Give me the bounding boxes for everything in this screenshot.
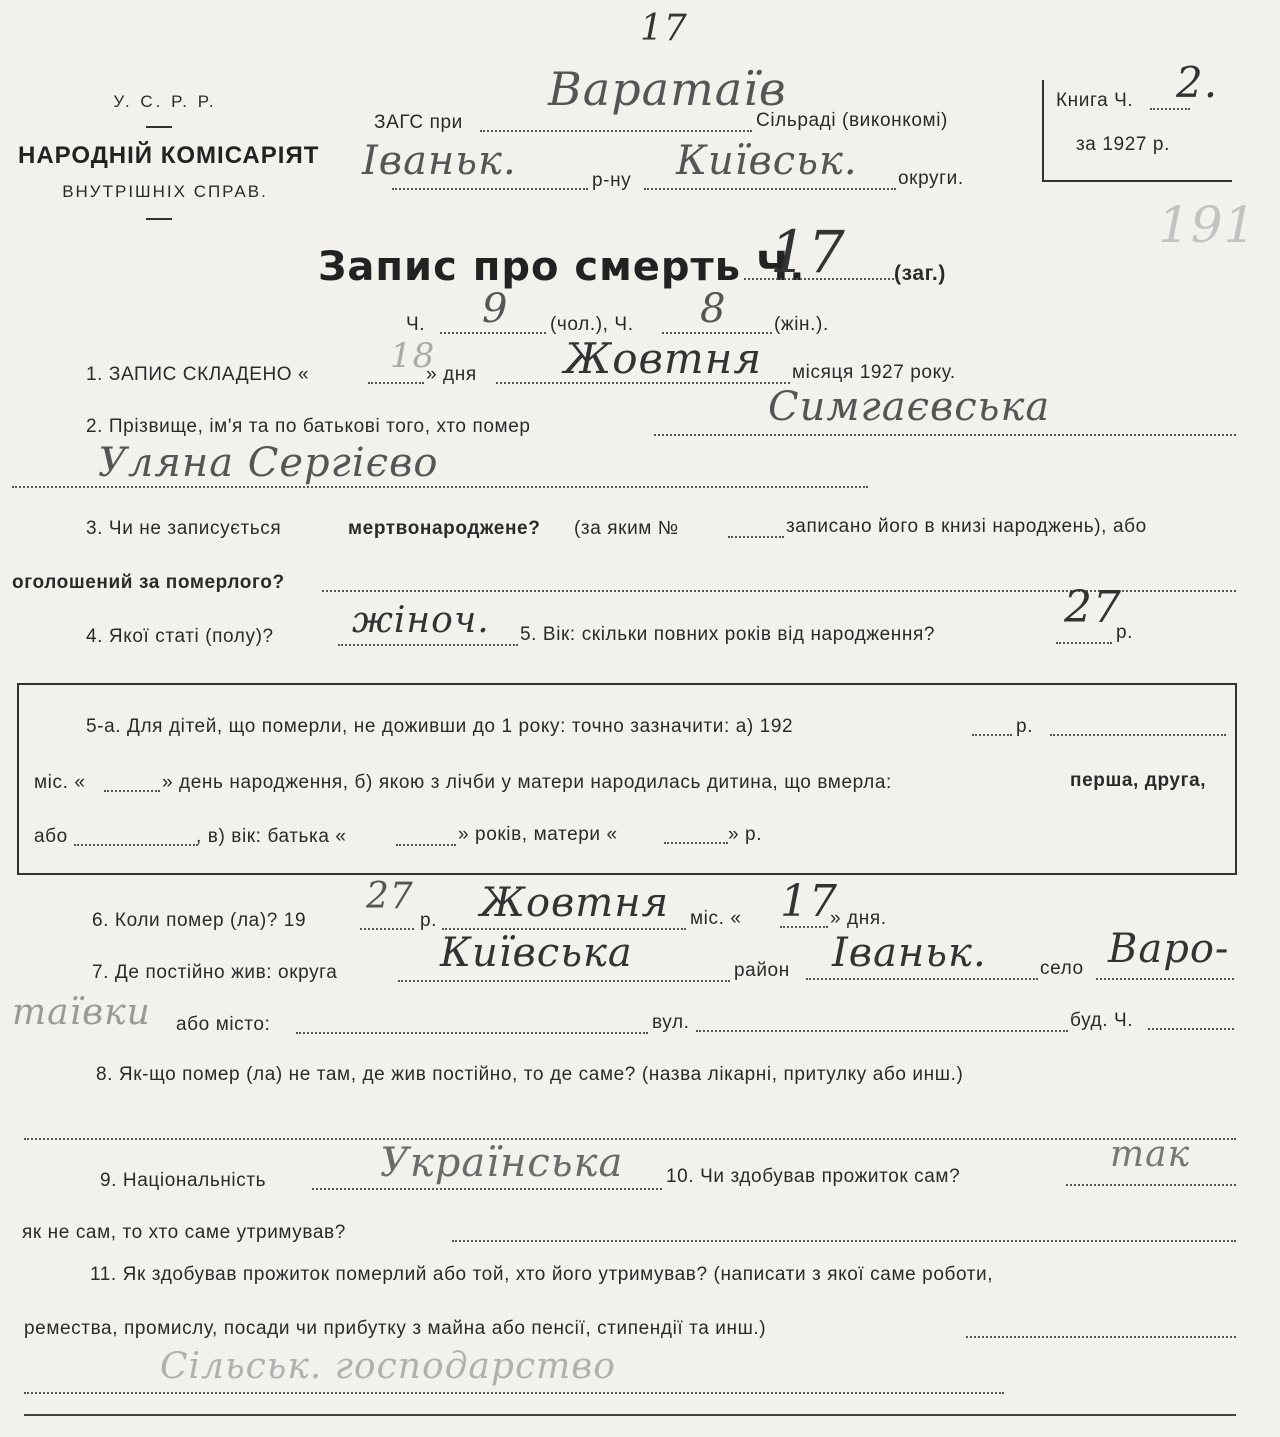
okrug-handwritten: Київськ. xyxy=(676,138,858,184)
fill-line xyxy=(104,790,160,792)
q9-value: Українська xyxy=(380,1140,624,1186)
q3-label-c: записано його в книзі народжень), або xyxy=(786,516,1147,537)
q1-day: 18 xyxy=(390,336,436,376)
fill-line xyxy=(440,332,546,334)
q2-name: Уляна Сергієво xyxy=(98,440,439,486)
record-suffix: (заг.) xyxy=(894,262,946,285)
q3-label-d: оголошений за померлого? xyxy=(12,572,285,593)
record-title: Запис про смерть Ч. xyxy=(318,244,806,290)
fill-line xyxy=(972,734,1012,736)
fill-line xyxy=(1066,1184,1236,1186)
q1-suffix: місяця 1927 року. xyxy=(792,362,956,383)
female-count: 8 xyxy=(700,286,727,332)
fill-line xyxy=(966,1336,1236,1338)
fill-line xyxy=(728,536,784,538)
fill-line xyxy=(296,1032,648,1034)
country-label: У. С. Р. Р. xyxy=(113,92,217,111)
fill-line xyxy=(360,928,414,930)
q7-label: 7. Де постійно жив: округа xyxy=(92,962,338,983)
q5a-line2-a: міс. « xyxy=(34,772,86,793)
q6-day: 17 xyxy=(780,876,838,927)
department-title: ВНУТРІШНІХ СПРАВ. xyxy=(62,182,268,201)
q5a-line3-d: » р. xyxy=(728,824,763,845)
q7-city-label: або місто: xyxy=(176,1014,271,1035)
page-number: 17 xyxy=(640,8,688,49)
book-number: 2. xyxy=(1176,58,1219,107)
fill-line xyxy=(396,844,456,846)
fill-line xyxy=(1096,978,1234,980)
q11-label-a: 11. Як здобував прожиток померлий або той, хто його утримував? (написати з якої саме роботи, xyxy=(90,1264,994,1285)
q10b-label: як не сам, то хто саме утримував? xyxy=(22,1222,346,1243)
q5a-line3-c: » років, матери « xyxy=(458,824,618,845)
q2-surname: Симгаєвська xyxy=(768,384,1051,430)
bottom-rule xyxy=(24,1414,1236,1416)
book-year: за 1927 р. xyxy=(1076,134,1170,155)
fill-line xyxy=(24,1392,1004,1394)
commissariat-title: НАРОДНІЙ КОМІСАРІЯТ xyxy=(18,142,320,169)
q5-age-suffix: р. xyxy=(1116,622,1134,643)
q5-label: 5. Вік: скільки повних років від народження? xyxy=(520,624,936,645)
q9-label: 9. Національність xyxy=(100,1170,267,1191)
q2-label: 2. Прізвище, ім'я та по батькові того, хто помер xyxy=(86,416,531,437)
q1-day-label: » дня xyxy=(426,364,477,385)
q6-month: Жовтня xyxy=(480,880,670,926)
q6-month-label: міс. « xyxy=(690,908,742,929)
district-handwritten: Іваньк. xyxy=(362,138,517,184)
q5a-line1-r: р. xyxy=(1016,716,1034,737)
fill-line xyxy=(1050,734,1226,736)
male-count: 9 xyxy=(482,286,509,332)
fill-line xyxy=(644,188,896,190)
q5a-line3-a: або xyxy=(34,826,68,847)
q11-label-b: ремества, промислу, посади чи прибутку з майна або пенсії, стипендії та инш.) xyxy=(24,1318,767,1339)
q3-stillborn: мертвонароджене? xyxy=(348,518,541,539)
q3-label-b: (за яким № xyxy=(574,518,679,539)
q11-value: Сільськ. господарство xyxy=(160,1346,616,1387)
fill-line xyxy=(452,1240,1236,1242)
q5a-line1: 5-а. Для дітей, що померли, не доживши до 1 року: точно зазначити: а) 192 xyxy=(86,716,794,737)
fill-line xyxy=(12,486,868,488)
male-label: (чол.), Ч. xyxy=(550,314,634,335)
q1-month: Жовтня xyxy=(564,334,763,383)
zags-label: ЗАГС при xyxy=(374,112,463,133)
q7-house-label: буд. Ч. xyxy=(1070,1010,1134,1031)
fill-line xyxy=(392,188,588,190)
fill-line xyxy=(480,130,752,132)
district-label: р-ну xyxy=(592,170,632,191)
q7-village-b: таївки xyxy=(12,992,151,1033)
q4-sex: жіноч. xyxy=(352,600,490,641)
fill-line xyxy=(74,844,198,846)
q3-label-a: 3. Чи не записується xyxy=(86,518,282,539)
fill-line xyxy=(744,278,894,280)
q4-label: 4. Якої статі (полу)? xyxy=(86,626,274,647)
fill-line xyxy=(312,1188,662,1190)
q8-label: 8. Як-що помер (ла) не там, де жив постійно, то де саме? (назва лікарні, притулку або инш.) xyxy=(96,1064,964,1085)
fill-line xyxy=(1150,108,1190,110)
q1-label: 1. ЗАПИС СКЛАДЕНО « xyxy=(86,364,310,385)
q7-raion-label: район xyxy=(734,960,790,981)
okrug-label: округи. xyxy=(898,168,964,189)
fill-line xyxy=(496,382,790,384)
q5a-line2-b: » день народження, б) якою з лічби у матери народилась дитина, що вмерла: xyxy=(162,772,892,793)
counts-label: Ч. xyxy=(406,314,426,335)
q5a-line3-b: , в) вік: батька « xyxy=(196,826,347,847)
q7-raion: Іваньк. xyxy=(832,930,987,976)
divider xyxy=(146,218,172,220)
village-handwritten: Варатаїв xyxy=(548,62,787,116)
fill-line xyxy=(664,842,728,844)
fill-line xyxy=(1056,642,1112,644)
book-label: Книга Ч. xyxy=(1056,90,1134,111)
record-number: 17 xyxy=(770,218,846,286)
female-label: (жін.). xyxy=(774,314,829,335)
q10-label: 10. Чи здобував прожиток сам? xyxy=(666,1166,961,1187)
selrada-label: Сільраді (виконкомі) xyxy=(756,110,948,131)
q7-okrug: Київська xyxy=(440,930,633,976)
fill-line xyxy=(24,1138,1236,1140)
fill-line xyxy=(806,978,1038,980)
fill-line xyxy=(338,644,518,646)
q6-year-suffix: р. xyxy=(420,910,438,931)
fill-line xyxy=(696,1030,1068,1032)
q5-age: 27 xyxy=(1064,582,1122,633)
q6-label: 6. Коли помер (ла)? 19 xyxy=(92,910,307,931)
divider xyxy=(146,126,172,128)
q7-village-a: Варо- xyxy=(1108,926,1230,972)
margin-number: 191 xyxy=(1158,196,1257,254)
fill-line xyxy=(1148,1028,1234,1030)
q10-value: так xyxy=(1110,1134,1191,1175)
q6-day-label: » дня. xyxy=(830,908,887,929)
q5a-line2-bold: перша, друга, xyxy=(1070,770,1207,791)
fill-line xyxy=(780,926,828,928)
q7-street-label: вул. xyxy=(652,1012,690,1033)
q7-village-label: село xyxy=(1040,958,1084,979)
fill-line xyxy=(368,382,424,384)
fill-line xyxy=(398,980,730,982)
fill-line xyxy=(654,434,1236,436)
q6-year: 27 xyxy=(366,876,414,917)
